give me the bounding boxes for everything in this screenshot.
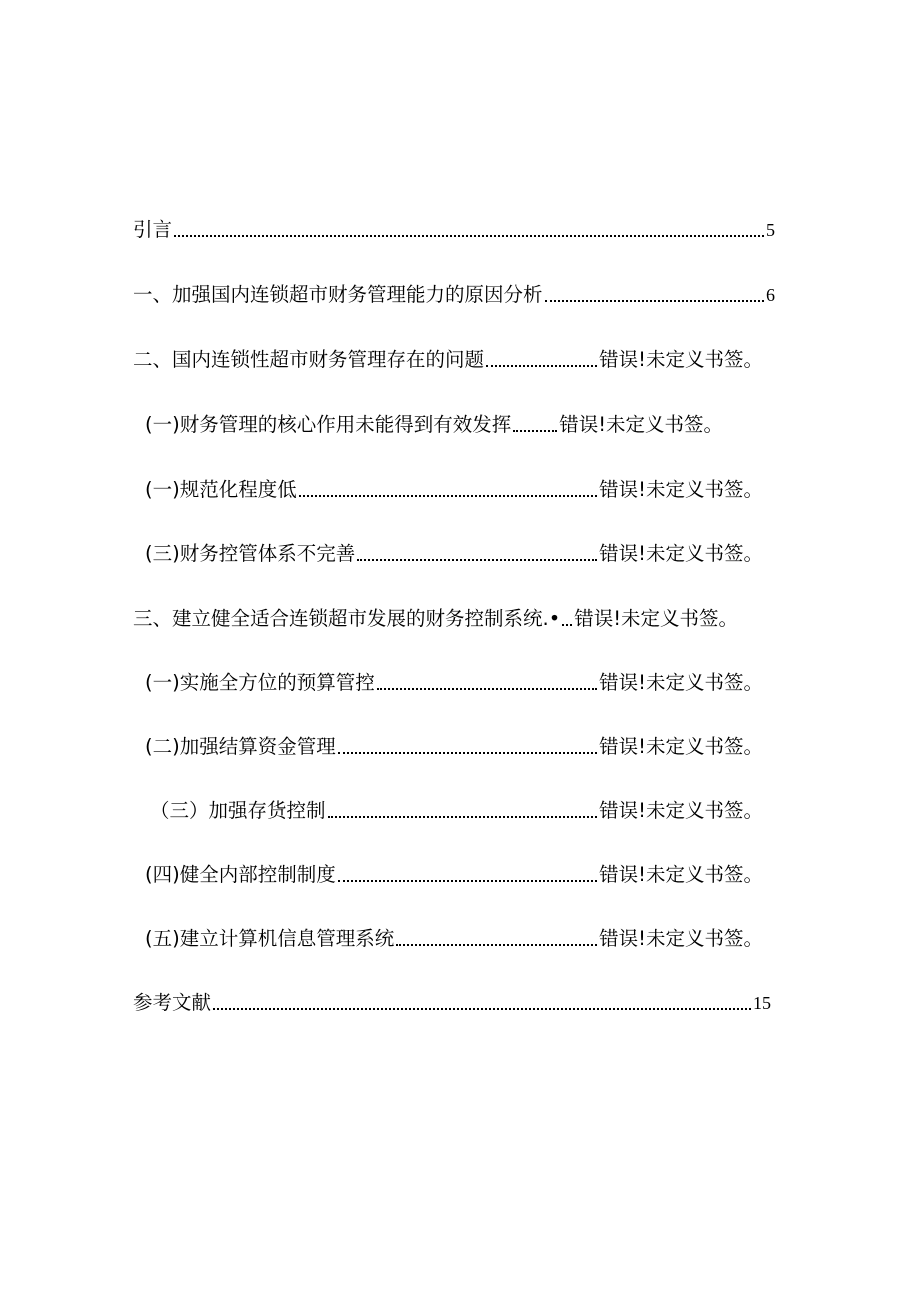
toc-entry-section-3-5[interactable] — [145, 917, 763, 951]
toc-entry-page: 错误!未定义书签。 — [599, 348, 763, 371]
toc-entry-page: 错误!未定义书签。 — [599, 542, 763, 565]
toc-entry-page: 错误!未定义书签。 — [574, 607, 739, 630]
toc-entry-page: 5 — [766, 220, 775, 240]
toc-entry-references[interactable] — [133, 981, 771, 1015]
toc-dot-leader — [562, 624, 572, 626]
toc-dot-leader — [338, 752, 597, 754]
toc-dot-leader — [338, 880, 597, 882]
toc-entry-title: (一)规范化程度低 — [145, 478, 297, 501]
toc-dot-leader — [328, 816, 598, 818]
toc-entry-section-3-4[interactable] — [145, 853, 763, 887]
toc-entry-section-1[interactable] — [133, 273, 775, 307]
toc-entry-section-3-2[interactable] — [145, 725, 763, 759]
toc-entry-title: (四)健全内部控制制度 — [145, 863, 336, 886]
toc-dot-leader — [545, 300, 764, 302]
toc-entry-section-3-3[interactable] — [150, 789, 763, 823]
toc-entry-page: 6 — [766, 285, 775, 305]
toc-entry-intro[interactable] — [133, 208, 775, 242]
toc-entry-title: (五)建立计算机信息管理系统 — [145, 927, 395, 950]
toc-entry-title: 一、加强国内连锁超市财务管理能力的原因分析 — [133, 283, 543, 306]
toc-entry-page: 15 — [753, 993, 771, 1013]
toc-dot-leader — [357, 559, 597, 561]
toc-entry-title: 引言 — [133, 218, 173, 241]
toc-entry-title: (二)加强结算资金管理 — [145, 735, 336, 758]
toc-entry-page: 错误!未定义书签。 — [599, 735, 763, 758]
toc-dot-leader — [396, 944, 597, 946]
toc-entry-section-3[interactable] — [133, 597, 743, 631]
toc-entry-section-2-2[interactable] — [145, 468, 763, 502]
toc-entry-title: 二、国内连锁性超市财务管理存在的问题 — [133, 348, 485, 371]
toc-entry-title: (一)实施全方位的预算管控 — [145, 671, 375, 694]
toc-entry-page: 错误!未定义书签。 — [599, 478, 763, 501]
toc-entry-page: 错误!未定义书签。 — [599, 671, 763, 694]
toc-entry-page: 错误!未定义书签。 — [599, 927, 763, 950]
toc-entry-page: 错误!未定义书签。 — [599, 863, 763, 886]
toc-dot-leader — [377, 688, 597, 690]
toc-entry-title: 三、建立健全适合连锁超市发展的财务控制系统.• — [133, 607, 561, 630]
toc-dot-leader — [299, 495, 597, 497]
toc-entry-section-2-1[interactable] — [145, 403, 735, 437]
toc-dot-leader — [513, 430, 557, 432]
toc-entry-title: (三)财务控管体系不完善 — [145, 542, 356, 565]
toc-entry-title: 参考文献 — [133, 991, 212, 1014]
toc-entry-section-2-3[interactable] — [145, 532, 763, 566]
toc-entry-page: 错误!未定义书签。 — [599, 799, 763, 822]
toc-entry-section-2[interactable] — [133, 338, 763, 372]
toc-dot-leader — [486, 365, 597, 367]
toc-entry-page: 错误!未定义书签。 — [559, 413, 724, 436]
toc-entry-section-3-1[interactable] — [145, 661, 763, 695]
toc-dot-leader — [213, 1008, 751, 1010]
toc-dot-leader — [174, 235, 764, 237]
toc-entry-title: (一)财务管理的核心作用未能得到有效发挥 — [145, 413, 512, 436]
toc-entry-title: （三）加强存货控制 — [150, 799, 326, 822]
